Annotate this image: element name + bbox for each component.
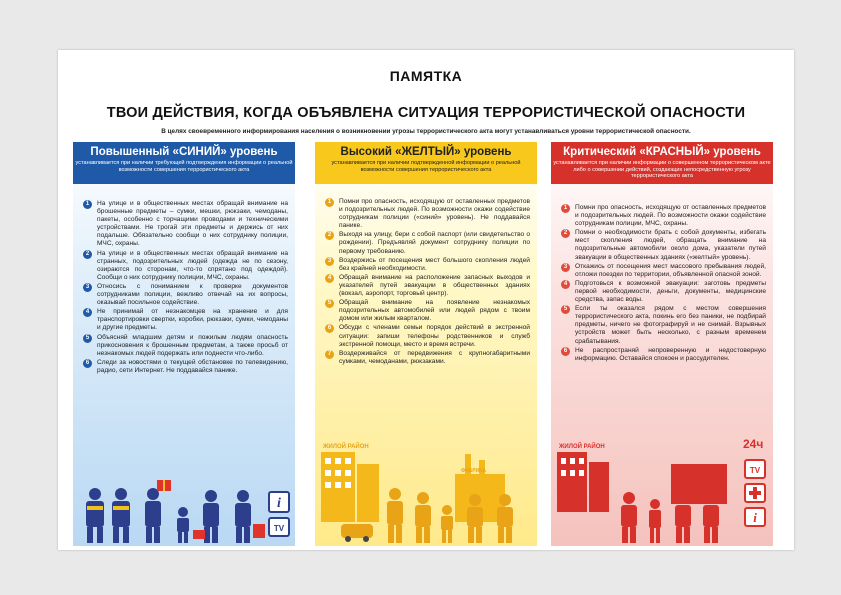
info-icon	[269, 492, 289, 512]
list-item: 6 Обсуди с членами семьи порядок действий в экстренной ситуации: запиши телефоны родственников и служб экстренной помощи, место и время встречи.	[325, 324, 530, 348]
number-badge: 2	[83, 250, 92, 259]
number-badge: 5	[325, 299, 334, 308]
poster-sheet	[58, 50, 794, 550]
svg-text:i: i	[277, 496, 281, 511]
list-item: 4 Не принимай от незнакомцев на хранение и для транспортировки свертки, коробки, рюкзаки, сумки, чемоданы и другие предметы.	[83, 308, 288, 332]
list-item: 4 Подготовься к возможной эвакуации: заготовь предметы первой необходимости, деньги, документы, медицинские средства, запас воды.	[561, 280, 766, 304]
clock-label: 24ч	[743, 437, 764, 451]
yellow-level-list	[325, 198, 530, 367]
first-aid-icon	[745, 484, 765, 502]
number-badge: 6	[561, 347, 570, 356]
blue-level-subtitle: устанавливается при наличии требующей подтверждения информации о реальной возможности совершения террористического акта	[75, 160, 293, 173]
number-badge: 1	[561, 204, 570, 213]
number-badge: 7	[325, 350, 334, 359]
svg-text:i: i	[753, 510, 757, 525]
list-item: 2 Выходя на улицу, бери с собой паспорт (или свидетельство о рождении). Предъявляй документ сотруднику полиции по первому требованию.	[325, 231, 530, 255]
list-item: 5 Объясняй младшим детям и пожилым людям опасность прикосновения к брошенным предметам, а также просьб от незнакомых людей подержать или поднести что-либо.	[83, 334, 288, 358]
svg-text:TV: TV	[273, 524, 285, 533]
red-level-list	[561, 204, 766, 364]
district-label: ЖИЛОЙ РАЙОН	[323, 444, 369, 450]
poster-note: В целях своевременного информирования населения о возникновении угрозы террористического акта могут устанавливаться уровни террористической опасности.	[161, 128, 691, 135]
red-level-illustration	[551, 434, 773, 546]
list-item: 1 Помни про опасность, исходящую от оставленных предметов и подозрительных людей. По возможности окажи содействие сотрудникам полиции («синий» уровень). Не поддавайся панике.	[325, 198, 530, 230]
list-item: 4 Обращай внимание на расположение запасных выходов и указателей путей эвакуации в общественных зданиях (вокзал, аэропорт, торговый центр).	[325, 274, 530, 298]
list-item: 7 Воздерживайся от передвижения с крупногабаритными сумками, чемоданами, рюкзаками.	[325, 350, 530, 366]
number-badge: 2	[561, 229, 570, 238]
poster-title: ПАМЯТКА	[389, 68, 463, 84]
list-item: 2 На улице и в общественных местах обращай внимание на странных, подозрительных людей (одежда не по сезону, озираются по сторонам, что-то спрятано под одеждой). Сообщи о них сотруднику полиции, МЧС, охраны.	[83, 250, 288, 282]
number-badge: 2	[325, 231, 334, 240]
list-item: 1 На улице и в общественных местах обращай внимание на брошенные предметы – сумки, мешки, рюкзаки, чемоданы, пакеты, особенно с торчащими проводами и техническими устройствами. Не трогай эти предметы и держись от них подальше. Обязательно сообщи о них сотруднику полиции, МЧС, охраны.	[83, 200, 288, 249]
list-item: 5 Обращай внимание на появление незнакомых подозрительных автомобилей или людей рядом с твоим домом или жилым кварталом.	[325, 299, 530, 323]
bag-icon	[193, 530, 205, 539]
list-item: 5 Если ты оказался рядом с местом совершения террористического акта, покинь его без паники, не подбирай предметы, ничего не фотографируй и не снимай. Взрывных устройств может быть несколько, с разным временем срабатывания.	[561, 305, 766, 345]
red-level-subtitle: устанавливается при наличии информации о совершенном террористическом акте либо о совершении действий, создающих непосредственную угрозу террористического акта	[553, 160, 771, 180]
yellow-level-header	[315, 142, 537, 184]
list-item: 6 Следи за новостями о текущей обстановке по телевидению, радио, сети Интернет. Не поддавайся панике.	[83, 359, 288, 375]
list-item: 3 Откажись от посещения мест массового пребывания людей, отложи поездки по территории, объявленной опасной зоной.	[561, 263, 766, 279]
district-label: ЖИЛОЙ РАЙОН	[559, 444, 605, 450]
info-icon	[745, 508, 765, 526]
blue-level-header	[73, 142, 295, 184]
tv-icon	[269, 518, 289, 536]
number-badge: 6	[325, 324, 334, 333]
number-badge: 5	[83, 334, 92, 343]
yellow-level-column	[315, 142, 537, 546]
svg-text:TV: TV	[749, 466, 761, 475]
number-badge: 1	[325, 198, 334, 207]
list-item: 2 Помни о необходимости брать с собой документы, избегать мест скопления людей, обращать внимание на подозрительные автомобили около дома, указатели путей эвакуации в общественных зданиях («желтый» уровень).	[561, 229, 766, 261]
car-icon	[341, 524, 373, 538]
red-level-title: Критический «КРАСНЫЙ» уровень	[563, 146, 761, 158]
number-badge: 4	[83, 308, 92, 317]
blue-level-title: Повышенный «СИНИЙ» уровень	[90, 146, 278, 158]
factory-label: ФАБРИКА	[461, 468, 486, 474]
tv-icon	[745, 460, 765, 478]
poster-subtitle: ТВОИ ДЕЙСТВИЯ, КОГДА ОБЪЯВЛЕНА СИТУАЦИЯ ТЕРРОРИСТИЧЕСКОЙ ОПАСНОСТИ	[106, 105, 746, 121]
number-badge: 6	[83, 359, 92, 368]
list-item: 3 Относись с пониманием к проверке документов сотрудниками полиции, вежливо отвечай на их вопросы, оказывай посильное содействие.	[83, 283, 288, 307]
number-badge: 4	[561, 280, 570, 289]
red-level-header	[551, 142, 773, 184]
list-item: 1 Помни про опасность, исходящую от оставленных предметов и подозрительных людей. По возможности окажи содействие сотрудникам полиции, МЧС, охраны.	[561, 204, 766, 228]
list-item: 3 Воздержись от посещения мест большого скопления людей без крайней необходимости.	[325, 257, 530, 273]
list-item: 6 Не распространяй непроверенную и недостоверную информацию. Оставайся спокоен и рассудителен.	[561, 347, 766, 363]
blue-level-list	[83, 200, 288, 376]
yellow-level-subtitle: устанавливается при наличии подтвержденной информации о реальной возможности совершения террористического акта	[331, 160, 521, 173]
blue-level-column	[73, 142, 295, 546]
number-badge: 4	[325, 274, 334, 283]
yellow-level-title: Высокий «ЖЕЛТЫЙ» уровень	[340, 146, 512, 158]
red-level-column	[551, 142, 773, 546]
number-badge: 3	[561, 263, 570, 272]
number-badge: 3	[325, 257, 334, 266]
blue-level-illustration	[73, 434, 295, 546]
number-badge: 3	[83, 283, 92, 292]
yellow-level-illustration	[315, 434, 537, 546]
number-badge: 1	[83, 200, 92, 209]
number-badge: 5	[561, 305, 570, 314]
